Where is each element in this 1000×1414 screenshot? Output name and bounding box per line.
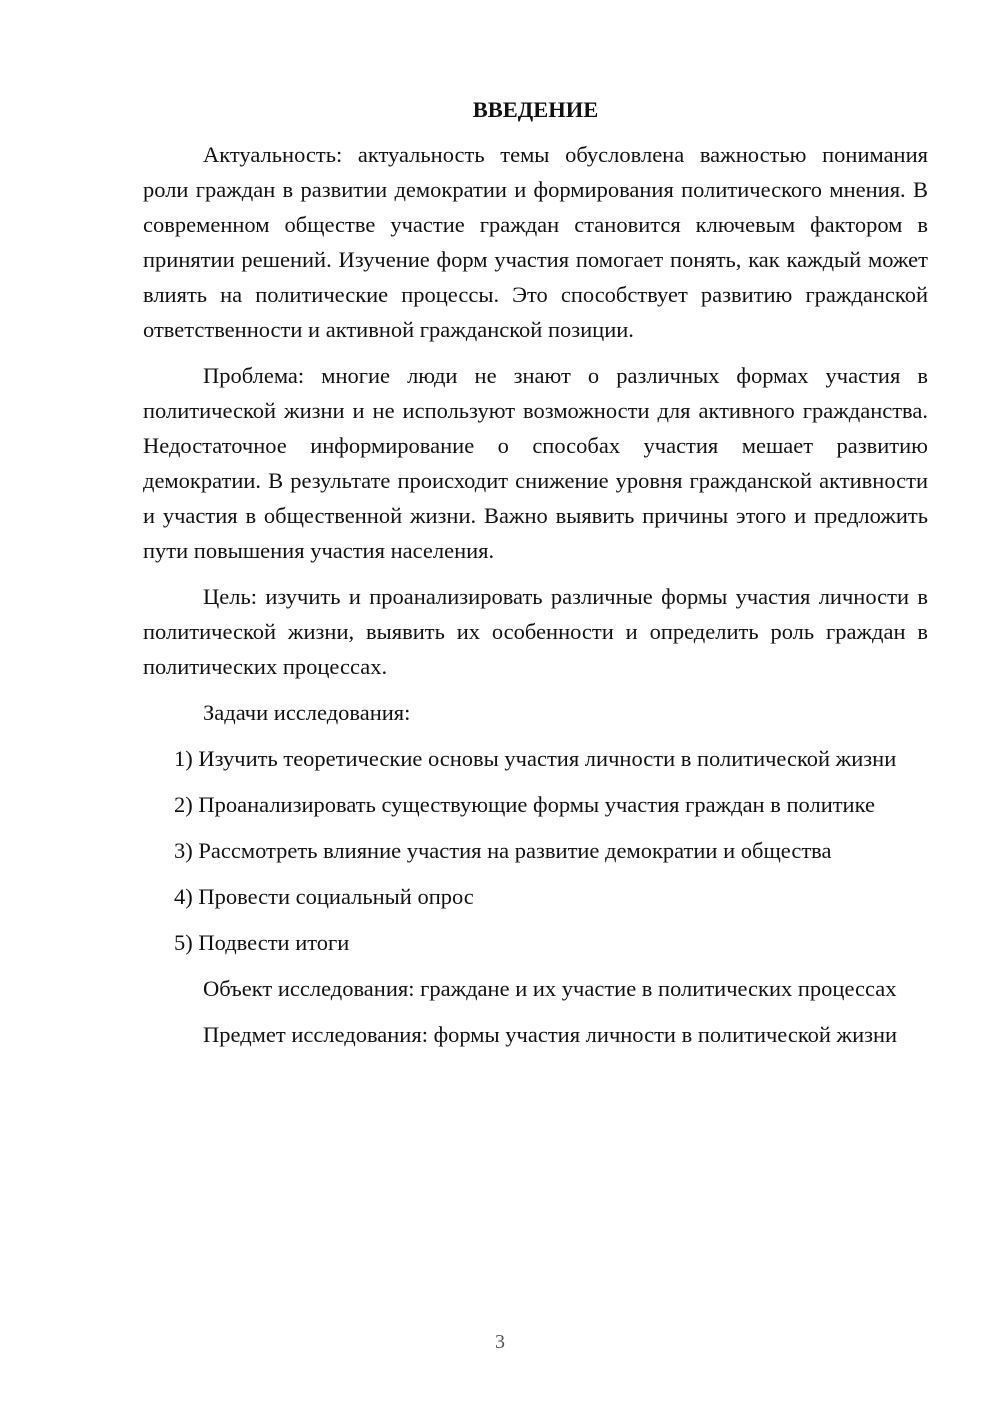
goal-paragraph: Цель: изучить и проанализировать различные формы участия личности в политической жизни, выявить их особенности и определить роль граждан в политических процессах.: [143, 584, 928, 679]
task-item: 3) Рассмотреть влияние участия на развитие демократии и общества: [174, 838, 832, 863]
subject-paragraph: Предмет исследования: формы участия личности в политической жизни: [203, 1022, 898, 1047]
page-number: 3: [495, 1331, 505, 1353]
task-item: 4) Провести социальный опрос: [174, 884, 474, 909]
section-title: ВВЕДЕНИЕ: [472, 97, 599, 122]
problem-paragraph: Проблема: многие люди не знают о различных формах участия в политической жизни и не используют возможности для активного гражданства. Недостаточное информирование о способах участия мешает развитию демократии. В результате происходит снижение уровня гражданской активности и участия в общественной жизни. Важно выявить причины этого и предложить пути повышения участия населения.: [143, 363, 928, 563]
task-item: 2) Проанализировать существующие формы участия граждан в политике: [174, 792, 875, 817]
object-paragraph: Объект исследования: граждане и их участие в политических процессах: [203, 976, 897, 1001]
tasks-heading: Задачи исследования:: [203, 700, 411, 725]
task-item: 1) Изучить теоретические основы участия личности в политической жизни: [174, 746, 897, 771]
document-page: [143, 92, 928, 1063]
task-item: 5) Подвести итоги: [174, 930, 350, 955]
relevance-paragraph: Актуальность: актуальность темы обусловлена важностью понимания роли граждан в развитии демократии и формирования политического мнения. В современном обществе участие граждан становится ключевым фактором в принятии решений. Изучение форм участия помогает понять, как каждый может влиять на политические процессы. Это способствует развитию гражданской ответственности и активной гражданской позиции.: [143, 142, 928, 342]
